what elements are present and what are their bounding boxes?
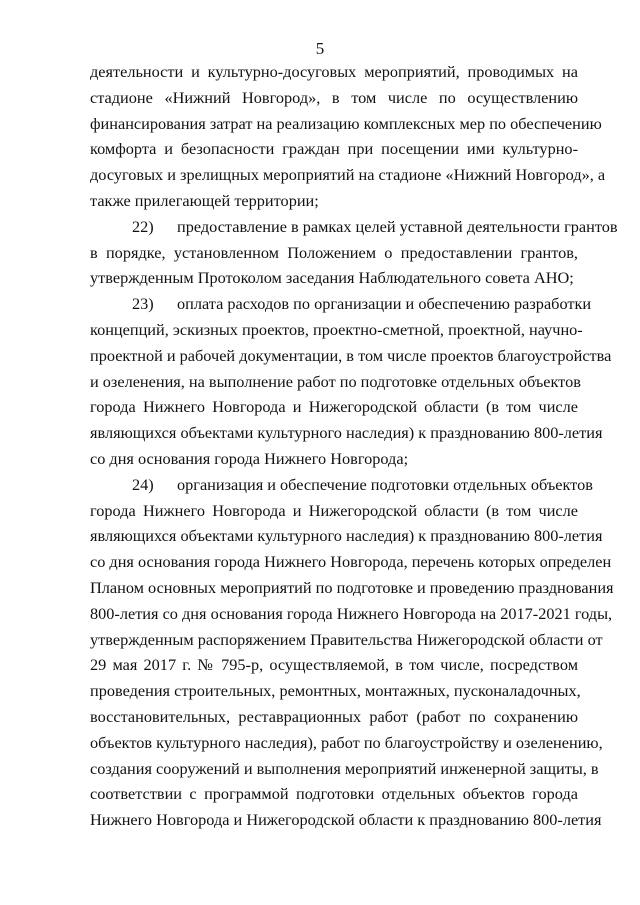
text-line: 800-летия со дня основания города Нижнего Новгорода на 2017-2021 годы, <box>90 603 613 623</box>
list-item-text: организация и обеспечение подготовки отдельных объектов <box>177 474 593 494</box>
text-line: финансирования затрат на реализацию комплексных мер по обеспечению <box>90 113 602 133</box>
list-item-number: 22) <box>132 216 154 236</box>
list-item-text: оплата расходов по организации и обеспечению разработки <box>177 294 592 314</box>
text-line: 29 мая 2017 г. № 795-р, осуществляемой, в том числе, посредством <box>90 655 578 675</box>
list-item-number: 23) <box>132 294 154 314</box>
text-line: Планом основных мероприятий по подготовке и проведению празднования <box>90 577 614 597</box>
text-line: со дня основания города Нижнего Новгорода, перечень которых определен <box>90 552 612 572</box>
text-line: проектной и рабочей документации, в том числе проектов благоустройства <box>90 345 612 365</box>
text-line: в порядке, установленном Положением о предоставлении грантов, <box>90 242 578 262</box>
text-line: досуговых и зрелищных мероприятий на стадионе «Нижний Новгород», а <box>90 165 606 185</box>
text-line: также прилегающей территории; <box>90 190 319 210</box>
text-line: являющихся объектами культурного наследия) к празднованию 800-летия <box>90 423 603 443</box>
text-line: соответствии с программой подготовки отдельных объектов города <box>90 784 578 804</box>
text-line: комфорта и безопасности граждан при посещении ими культурно- <box>90 139 578 159</box>
text-line: со дня основания города Нижнего Новгорода; <box>90 448 409 468</box>
page-number: 5 <box>315 39 325 58</box>
text-line: являющихся объектами культурного наследия) к празднованию 800-летия <box>90 526 603 546</box>
text-line: и озеленения, на выполнение работ по подготовке отдельных объектов <box>90 371 581 391</box>
text-line: концепций, эскизных проектов, проектно-сметной, проектной, научно- <box>90 319 583 339</box>
text-line: утвержденным Протоколом заседания Наблюдательного совета АНО; <box>90 268 574 288</box>
document-body <box>90 59 618 833</box>
text-line: города Нижнего Новгорода и Нижегородской области (в том числе <box>90 397 578 417</box>
text-line: стадионе «Нижний Новгород», в том числе по осуществлению <box>90 87 578 107</box>
list-item-24 <box>90 472 614 833</box>
list-item-first-line <box>90 291 592 317</box>
list-item-text: предоставление в рамках целей уставной деятельности грантов <box>177 216 618 236</box>
list-item-23 <box>90 291 612 472</box>
list-item-first-line <box>90 472 593 498</box>
list-item-22 <box>90 214 618 291</box>
text-line: Нижнего Новгорода и Нижегородской области к празднованию 800-летия <box>90 810 602 830</box>
list-item-number: 24) <box>132 474 154 494</box>
list-item-first-line <box>90 214 618 240</box>
paragraph-continuation <box>90 59 606 214</box>
text-line: создания сооружений и выполнения мероприятий инженерной защиты, в <box>90 758 599 778</box>
text-line: проведения строительных, ремонтных, монтажных, пусконаладочных, <box>90 681 581 701</box>
text-line: восстановительных, реставрационных работ (работ по сохранению <box>90 706 578 726</box>
text-line: объектов культурного наследия), работ по благоустройству и озеленению, <box>90 732 603 752</box>
text-line: утвержденным распоряжением Правительства Нижегородской области от <box>90 629 603 649</box>
text-line: деятельности и культурно-досуговых мероприятий, проводимых на <box>90 62 578 81</box>
text-line: города Нижнего Новгорода и Нижегородской области (в том числе <box>90 500 578 520</box>
